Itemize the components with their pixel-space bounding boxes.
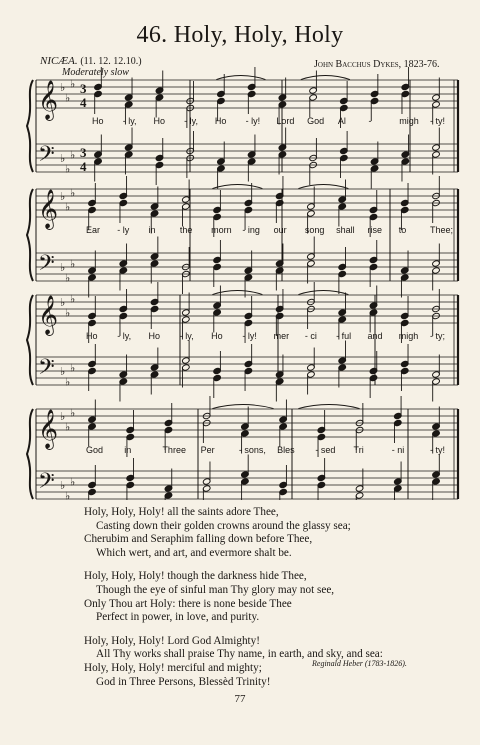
bass-clef: 𝄢 bbox=[38, 251, 55, 281]
lyric-syllable: - sed bbox=[315, 445, 336, 455]
lyric-syllable: Lord bbox=[276, 116, 295, 126]
lyric-syllable: Ho bbox=[92, 116, 104, 126]
lyric-syllable: - ly, bbox=[117, 331, 132, 341]
lyric-syllable: God bbox=[86, 445, 104, 455]
system-brace bbox=[27, 409, 33, 499]
lyric-syllable: - ni bbox=[391, 445, 405, 455]
flat-sign: ♭ bbox=[70, 406, 76, 420]
lyric-syllable: migh bbox=[399, 116, 419, 126]
author-credit: Reginald Heber (1783-1826). bbox=[312, 659, 407, 668]
lyric-syllable: - ty! bbox=[430, 445, 445, 455]
lyric-syllable: in bbox=[124, 445, 132, 455]
bass-clef: 𝄢 bbox=[38, 355, 55, 385]
system-brace bbox=[27, 80, 33, 172]
flat-sign: ♭ bbox=[60, 190, 66, 203]
lyric-syllable: Tri bbox=[353, 445, 364, 455]
flat-sign: ♭ bbox=[70, 292, 76, 306]
flat-sign: ♭ bbox=[65, 162, 71, 176]
bass-clef: 𝄢 bbox=[38, 469, 55, 499]
flat-sign: ♭ bbox=[60, 296, 66, 309]
tie-slur bbox=[212, 405, 273, 409]
lyric-syllable: - ful bbox=[336, 331, 352, 341]
lyric-syllable: and bbox=[367, 331, 383, 341]
lyric-syllable: Three bbox=[162, 445, 186, 455]
lyric-syllable: - ly, bbox=[122, 116, 137, 126]
treble-clef: 𝄞 bbox=[38, 189, 59, 229]
flat-sign: ♭ bbox=[60, 261, 66, 274]
flat-sign: ♭ bbox=[65, 420, 71, 434]
verse-2 bbox=[84, 570, 474, 624]
lyric-syllable: Ho bbox=[211, 331, 223, 341]
bass-clef: 𝄢 bbox=[38, 142, 55, 172]
lyric-syllable: Al bbox=[337, 116, 346, 126]
verse-line: Though the eye of sinful man Thy glory may not see, bbox=[96, 583, 335, 596]
lyric-syllable: to bbox=[398, 225, 407, 235]
tempo-marking: Moderately slow bbox=[62, 67, 129, 78]
tie-slur bbox=[301, 76, 350, 80]
verse-line: Only Thou art Holy: there is none beside Thee bbox=[84, 597, 292, 610]
lyric-syllable: mer bbox=[273, 331, 290, 341]
system-brace bbox=[27, 295, 33, 385]
flat-sign: ♭ bbox=[65, 489, 71, 500]
flat-sign: ♭ bbox=[70, 148, 76, 162]
lyric-syllable: - sons, bbox=[238, 445, 266, 455]
lyric-syllable: - ing bbox=[242, 225, 260, 235]
flat-sign: ♭ bbox=[60, 81, 66, 94]
lyric-syllable: Ear bbox=[86, 225, 101, 235]
verse-block bbox=[84, 506, 474, 699]
tune-name-text: NICÆA. bbox=[40, 55, 78, 67]
tie-slur bbox=[216, 76, 265, 80]
lyric-syllable: our bbox=[273, 225, 287, 235]
lyric-syllable: - ly, bbox=[179, 331, 194, 341]
tie-slur bbox=[212, 291, 262, 295]
lyric-syllable: God bbox=[307, 116, 325, 126]
lyric-syllable: Per bbox=[200, 445, 215, 455]
time-signature: 4 bbox=[80, 159, 87, 174]
time-signature: 4 bbox=[80, 95, 87, 110]
verse-line: Holy, Holy, Holy! Lord God Almighty! bbox=[84, 634, 260, 647]
lyric-syllable: Thee; bbox=[430, 225, 454, 235]
time-signature: 3 bbox=[80, 145, 87, 160]
composer-credit: John Bacchus Dykes, 1823-76. bbox=[314, 59, 440, 70]
flat-sign: ♭ bbox=[60, 410, 66, 423]
lyric-syllable: - ly! bbox=[242, 331, 257, 341]
treble-clef: 𝄞 bbox=[38, 409, 59, 449]
verse-line: Cherubim and Seraphim falling down before Thee, bbox=[84, 533, 313, 546]
time-signature: 3 bbox=[80, 81, 87, 96]
verse-3 bbox=[84, 635, 474, 689]
lyric-syllable: migh bbox=[398, 331, 419, 341]
tie-slur bbox=[298, 405, 359, 409]
flat-sign: ♭ bbox=[60, 479, 66, 492]
flat-sign: ♭ bbox=[60, 152, 66, 165]
verse-line: All Thy works shall praise Thy name, in earth, and sky, and sea: bbox=[96, 648, 383, 661]
verse-line: Holy, Holy, Holy! all the saints adore Thee, bbox=[84, 506, 279, 518]
lyric-syllable: - ly bbox=[117, 225, 130, 235]
flat-sign: ♭ bbox=[70, 77, 76, 91]
lyric-syllable: - ly! bbox=[245, 116, 261, 126]
flat-sign: ♭ bbox=[65, 306, 71, 320]
flat-sign: ♭ bbox=[65, 375, 71, 389]
tie-slur bbox=[212, 185, 262, 189]
verse-1 bbox=[84, 506, 474, 560]
lyric-syllable: Ho bbox=[86, 331, 98, 341]
tie-slur bbox=[298, 291, 348, 295]
flat-sign: ♭ bbox=[70, 257, 76, 271]
verse-line: Perfect in power, in love, and purity. bbox=[96, 611, 260, 624]
page-number: 77 bbox=[234, 693, 246, 705]
flat-sign: ♭ bbox=[65, 271, 71, 285]
lyric-syllable: - ci bbox=[304, 331, 317, 341]
meter-text: (11. 12. 12.10.) bbox=[80, 56, 142, 67]
lyric-syllable: Bles bbox=[277, 445, 295, 455]
tie-slur bbox=[298, 185, 348, 189]
flat-sign: ♭ bbox=[65, 91, 71, 105]
lyric-syllable: in bbox=[148, 225, 156, 235]
treble-clef: 𝄞 bbox=[38, 80, 59, 120]
flat-sign: ♭ bbox=[70, 186, 76, 200]
lyric-syllable: morn bbox=[211, 225, 232, 235]
flat-sign: ♭ bbox=[70, 361, 76, 375]
verse-line: God in Three Persons, Blessèd Trinity! bbox=[96, 675, 271, 688]
lyric-syllable: - ty! bbox=[430, 116, 445, 126]
verse-line: Holy, Holy, Holy! though the darkness hide Thee, bbox=[84, 570, 307, 583]
system-brace bbox=[27, 189, 33, 281]
lyric-syllable: - ly, bbox=[184, 116, 199, 126]
lyric-syllable: Ho bbox=[148, 331, 161, 341]
flat-sign: ♭ bbox=[60, 365, 66, 378]
lyric-syllable: Ho bbox=[153, 116, 165, 126]
verse-line: Which wert, and art, and evermore shalt be. bbox=[96, 546, 292, 559]
lyric-syllable: the bbox=[179, 225, 193, 235]
lyric-syllable: shall bbox=[336, 225, 355, 235]
lyric-syllable: song bbox=[304, 225, 325, 235]
lyric-syllable: - bbox=[368, 116, 372, 126]
verse-line: Holy, Holy, Holy! merciful and mighty; bbox=[84, 661, 262, 674]
flat-sign: ♭ bbox=[70, 475, 76, 489]
lyric-syllable: - ty; bbox=[430, 331, 445, 341]
verse-line: Casting down their golden crowns around the glassy sea; bbox=[96, 519, 351, 532]
flat-sign: ♭ bbox=[65, 200, 71, 214]
lyric-syllable: Ho bbox=[214, 116, 227, 126]
lyric-syllable: rise bbox=[367, 225, 382, 235]
treble-clef: 𝄞 bbox=[38, 295, 59, 335]
hymn-title: 46. Holy, Holy, Holy bbox=[136, 22, 344, 48]
